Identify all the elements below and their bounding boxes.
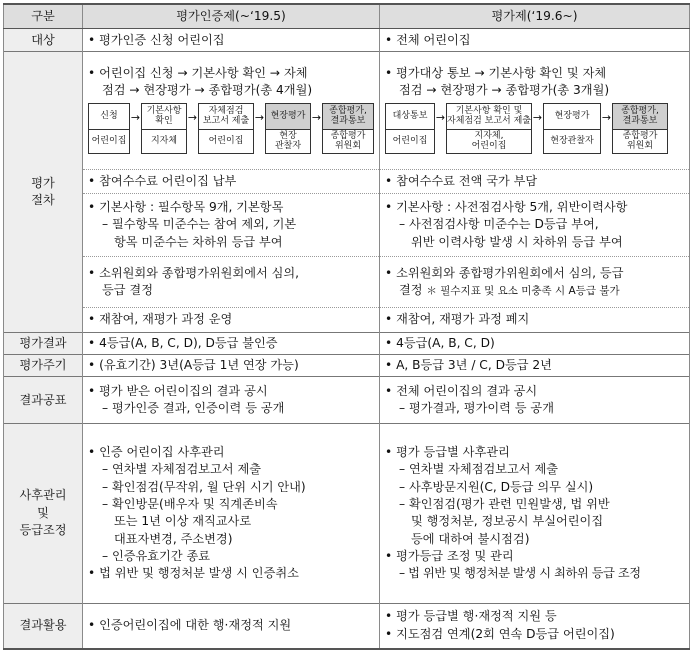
old-flow-step-label: 종합평가, 결과통보: [322, 103, 374, 130]
row-result: [4, 332, 690, 354]
new-flow-arrow: →: [532, 110, 543, 124]
management-new: [380, 424, 690, 603]
category-management: [4, 424, 83, 603]
old-flow-step-actor: 현장 관찰자: [265, 130, 311, 154]
decision-new-line2: [385, 282, 684, 299]
management-new-line: • 평가 등급별 사후관리: [385, 445, 510, 460]
old-flow-step: [141, 103, 187, 154]
row-process-decision: [4, 257, 690, 308]
management-old-line: 대표자변경, 주소변경): [114, 531, 233, 546]
old-flow-step: [198, 103, 254, 154]
decision-new-line1: • 소위원회와 종합평가위원회에서 심의, 등급: [385, 265, 624, 280]
management-old-line: • 법 위반 및 행정처분 발생 시 인증취소: [88, 566, 299, 581]
category-management-line2: 및: [37, 505, 49, 520]
row-target: [4, 28, 690, 51]
old-flow-arrow: →: [311, 110, 322, 124]
comparison-table: [3, 3, 690, 650]
decision-new-note: ＊ 필수지표 및 요소 미충족 시 A등급 불가: [426, 285, 620, 298]
old-flow-diagram: [88, 103, 374, 154]
old-flow-arrow: →: [187, 110, 198, 124]
fee-old: • 참여수수료 어린이집 납부: [83, 169, 380, 193]
old-flow-text-2: 점검 → 현장평가 → 종합평가(총 4개월): [102, 83, 313, 98]
items-old-line2: – 필수항목 미준수는 참여 제외, 기본: [102, 217, 297, 232]
disclosure-old: [83, 377, 380, 424]
old-flow-step-label: 현장평가: [265, 103, 311, 130]
new-flow-step: [612, 103, 668, 154]
row-process-items: [4, 194, 690, 257]
row-cycle: [4, 354, 690, 376]
header-row: [4, 4, 690, 28]
new-flow-step-actor: 지자체, 어린이집: [446, 130, 532, 154]
utilization-new-line1: • 평가 등급별 행·재정적 지원 등: [385, 609, 557, 624]
management-old-line: 또는 1년 이상 재직교사로: [114, 514, 252, 529]
management-old-line: – 확인방문(배우자 및 직계존비속: [102, 497, 278, 512]
category-management-line1: 사후관리: [19, 488, 67, 503]
new-flow-step-actor: 현장관찰자: [543, 130, 601, 154]
row-process-reeval: [4, 308, 690, 332]
decision-old: [83, 257, 380, 308]
management-old-line: • 인증 어린이집 사후관리: [88, 445, 225, 460]
row-disclosure: [4, 377, 690, 424]
items-new-line2: – 사전점검사항 미준수는 D등급 부여,: [399, 217, 599, 232]
utilization-new: [380, 603, 690, 649]
old-flow-step-actor: 종합평가 위원회: [322, 130, 374, 154]
management-old-line: – 연차별 자체점검보고서 제출: [102, 462, 261, 477]
category-utilization: 결과활용: [4, 603, 83, 649]
disclosure-new-line1: • 전체 어린이집의 결과 공시: [385, 383, 538, 398]
old-flow-step-label: 자체점검 보고서 제출: [198, 103, 254, 130]
new-flow-arrow: →: [435, 110, 446, 124]
old-flow-step-actor: 어린이집: [88, 130, 130, 154]
utilization-new-line2: • 지도점검 연계(2회 연속 D등급 어린이집): [385, 626, 615, 641]
management-new-line: – 법 위반 및 행정처분 발생 시 최하위 등급 조정: [399, 566, 641, 581]
new-flow-step-actor: 어린이집: [385, 130, 435, 154]
category-process-line2: 절차: [31, 192, 55, 207]
decision-new-line2-text: 결정: [399, 283, 423, 298]
decision-old-line1: • 소위원회와 종합평가위원회에서 심의,: [88, 265, 300, 280]
row-process-fee: [4, 169, 690, 193]
decision-new: [380, 257, 690, 308]
new-flow-diagram: [385, 103, 684, 154]
category-process: [4, 52, 83, 332]
cycle-old: • (유효기간) 3년(A등급 1년 연장 가능): [83, 354, 380, 376]
header-new-system: 평가제(‘19.6~): [380, 4, 690, 28]
old-flow-step: [322, 103, 374, 154]
new-flow-step-actor: 종합평가 위원회: [612, 130, 668, 154]
category-management-line3: 등급조정: [19, 523, 67, 538]
category-cycle: 평가주기: [4, 354, 83, 376]
category-disclosure: 결과공표: [4, 377, 83, 424]
old-flow-step-actor: 지자체: [141, 130, 187, 154]
decision-old-line2: 등급 결정: [102, 283, 153, 298]
result-old: • 4등급(A, B, C, D), D등급 불인증: [83, 332, 380, 354]
management-new-line: – 확인점검(평가 관련 민원발생, 법 위반: [399, 497, 610, 512]
new-flow-step-label: 기본사항 확인 및 자체점검 보고서 제출: [446, 103, 532, 130]
new-flow-arrow: →: [601, 110, 612, 124]
row-management: [4, 424, 690, 603]
old-flow-arrow: →: [130, 110, 141, 124]
management-new-line: – 사후방문지원(C, D등급 의무 실시): [399, 479, 594, 494]
new-flow-text-1: • 평가대상 통보 → 기본사항 확인 및 자체: [385, 66, 607, 81]
old-flow-step-label: 신청: [88, 103, 130, 130]
old-flow-step-actor: 어린이집: [198, 130, 254, 154]
old-flow-step: [265, 103, 311, 154]
new-flow-step: [385, 103, 435, 154]
fee-new: • 참여수수료 전액 국가 부담: [380, 169, 690, 193]
reeval-new: • 재참여, 재평가 과정 폐지: [380, 308, 690, 332]
items-old-line3: 항목 미준수는 차하위 등급 부여: [114, 234, 283, 249]
new-flow-text-2: 점검 → 현장평가 → 종합평가(총 3개월): [399, 83, 610, 98]
result-new: • 4등급(A, B, C, D): [380, 332, 690, 354]
disclosure-old-line2: – 평가인증 결과, 인증이력 등 공개: [102, 401, 285, 416]
new-flow-step-label: 대상통보: [385, 103, 435, 130]
header-category: 구분: [4, 4, 83, 28]
new-flow-step: [446, 103, 532, 154]
utilization-old: • 인증어린이집에 대한 행·재정적 지원: [83, 603, 380, 649]
items-old-line1: • 기본사항 : 필수항목 9개, 기본항목: [88, 200, 284, 215]
new-flow-step: [543, 103, 601, 154]
management-new-line: 및 행정처분, 정보공시 부실어린이집: [411, 514, 604, 529]
management-old-line: – 확인점검(무작위, 월 단위 시기 안내): [102, 479, 306, 494]
row-utilization: [4, 603, 690, 649]
management-old: [83, 424, 380, 603]
items-old: [83, 194, 380, 257]
management-new-line: – 연차별 자체점검보고서 제출: [399, 462, 558, 477]
management-new-line: 등에 대하여 불시점검): [411, 531, 530, 546]
target-new: • 전체 어린이집: [380, 28, 690, 51]
new-flow-step-label: 현장평가: [543, 103, 601, 130]
management-new-line: • 평가등급 조정 및 관리: [385, 549, 514, 564]
disclosure-old-line1: • 평가 받은 어린이집의 결과 공시: [88, 383, 268, 398]
category-target: 대상: [4, 28, 83, 51]
cycle-new: • A, B등급 3년 / C, D등급 2년: [380, 354, 690, 376]
header-old-system: 평가인증제(~‘19.5): [83, 4, 380, 28]
category-result: 평가결과: [4, 332, 83, 354]
old-flow-arrow: →: [254, 110, 265, 124]
management-old-line: – 인증유효기간 종료: [102, 549, 211, 564]
old-flow-text-1: • 어린이집 신청 → 기본사항 확인 → 자체: [88, 66, 308, 81]
new-flow-step-label: 종합평가, 결과통보: [612, 103, 668, 130]
disclosure-new: [380, 377, 690, 424]
old-flow-step-label: 기본사항 확인: [141, 103, 187, 130]
category-process-line1: 평가: [31, 175, 55, 190]
old-flow-step: [88, 103, 130, 154]
row-process-flow: [4, 52, 690, 169]
target-old: • 평가인증 신청 어린이집: [83, 28, 380, 51]
process-old-flow: [83, 52, 380, 169]
items-new: [380, 194, 690, 257]
reeval-old: • 재참여, 재평가 과정 운영: [83, 308, 380, 332]
items-new-line3: 위반 이력사항 발생 시 차하위 등급 부여: [411, 234, 623, 249]
disclosure-new-line2: – 평가결과, 평가이력 등 공개: [399, 401, 554, 416]
items-new-line1: • 기본사항 : 사전점검사항 5개, 위반이력사항: [385, 200, 628, 215]
process-new-flow: [380, 52, 690, 169]
